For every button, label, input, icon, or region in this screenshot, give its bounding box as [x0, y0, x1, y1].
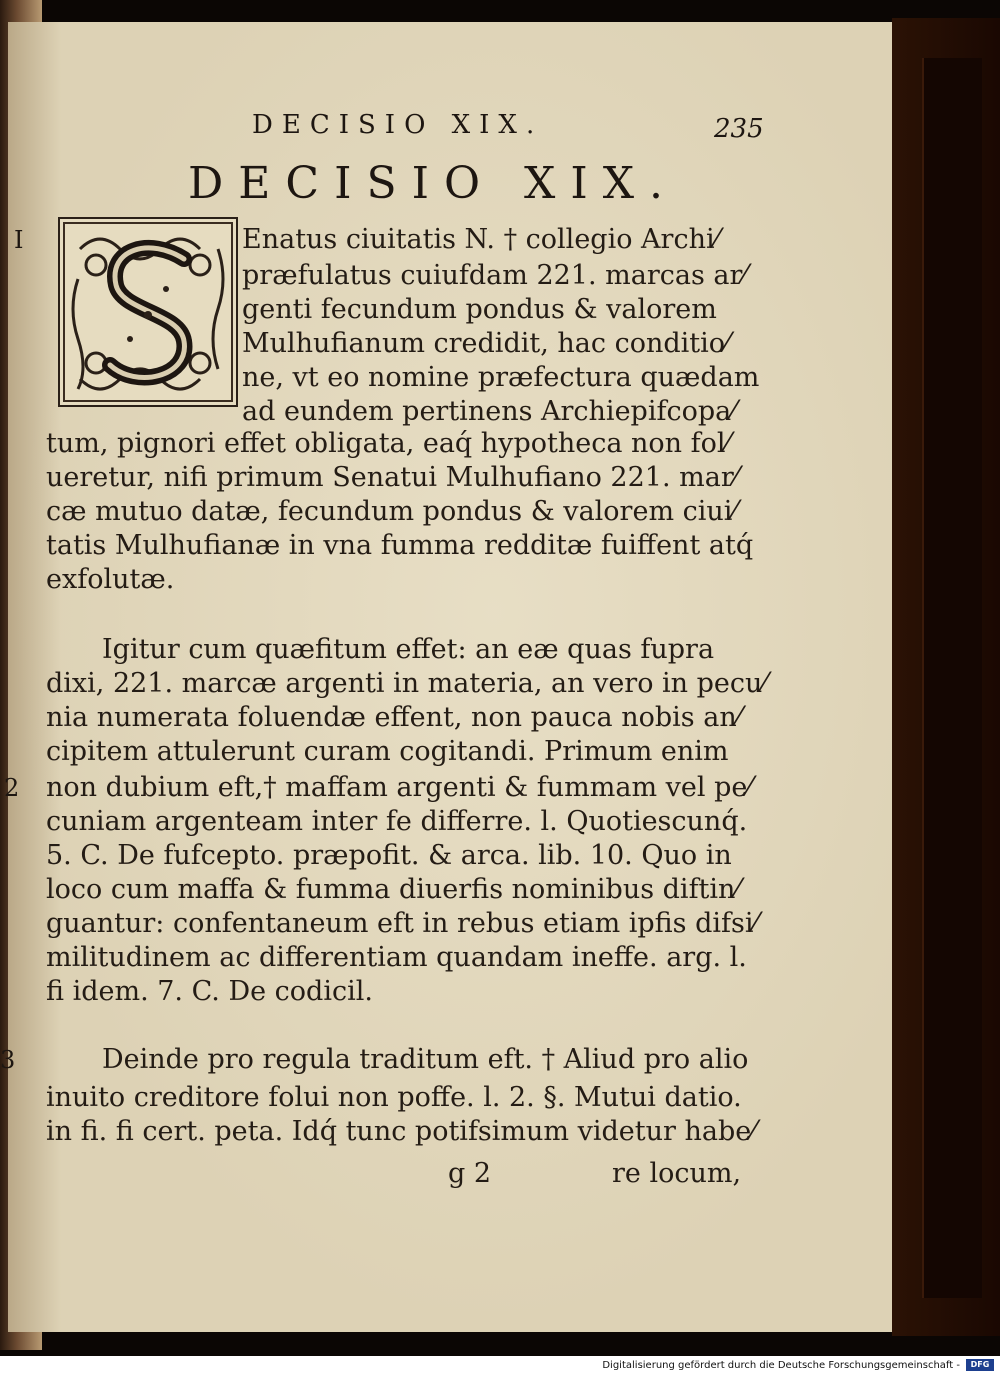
- decorated-initial-s: [58, 217, 238, 407]
- signature-mark: g 2: [448, 1158, 492, 1189]
- book-cover-right: [892, 18, 1000, 1336]
- ornament-letter-s-icon: [60, 219, 236, 405]
- text-line-p3-2: inuito creditore folui non poffe. l. 2. §. Mutui datio.: [46, 1082, 742, 1113]
- text-line-p1-7: tum, pignori effet obligata, eaq́ hypotheca non fol⁄: [46, 428, 731, 459]
- page-number: 235: [714, 114, 764, 144]
- chapter-title: DECISIO XIX.: [188, 158, 679, 209]
- text-line-p3-1: Deinde pro regula traditum eft. † Aliud pro alio: [102, 1044, 749, 1075]
- text-line-p2-10: militudinem ac differentiam quandam ineffe. arg. l.: [46, 942, 747, 973]
- text-line-p2-7: 5. C. De fufcepto. præpofit. & arca. lib. 10. Quo in: [46, 840, 732, 871]
- text-line-p2-5: non dubium eft,† maffam argenti & fummam vel pe⁄: [46, 772, 752, 803]
- funding-credit: Digitalisierung gefördert durch die Deutsche Forschungsgemeinschaft -: [602, 1360, 960, 1371]
- text-line-p2-4: cipitem attulerunt curam cogitandi. Primum enim: [46, 736, 729, 767]
- text-line-p1-8: ueretur, nifi primum Senatui Mulhufiano 221. mar⁄: [46, 462, 739, 493]
- text-line-p2-9: guantur: confentaneum eft in rebus etiam ipfis difsi⁄: [46, 908, 759, 939]
- cover-board: [922, 58, 982, 1298]
- margin-number-1: I: [14, 226, 24, 254]
- text-line-p2-1: Igitur cum quæfitum effet: an eæ quas fupra: [102, 634, 715, 665]
- text-line-p1-4: Mulhufianum credidit, hac conditio⁄: [242, 328, 730, 359]
- catchword: re locum,: [612, 1158, 742, 1189]
- text-line-p1-2: præfulatus cuiufdam 221. marcas ar⁄: [242, 260, 747, 291]
- margin-number-3: 3: [0, 1046, 16, 1074]
- text-line-p2-8: loco cum maffa & fumma diuerfis nominibus diftin⁄: [46, 874, 740, 905]
- text-line-p2-6: cuniam argenteam inter fe differre. l. Quotiescunq́.: [46, 806, 748, 837]
- text-line-p2-3: nia numerata foluendæ effent, non pauca nobis an⁄: [46, 702, 742, 733]
- text-line-p1-9: cæ mutuo datæ, fecundum pondus & valorem ciui⁄: [46, 496, 737, 527]
- dfg-logo: DFG: [966, 1359, 994, 1371]
- text-line-p1-3: genti fecundum pondus & valorem: [242, 294, 717, 325]
- margin-number-2: 2: [4, 774, 20, 802]
- text-line-p1-6: ad eundem pertinens Archiepifcopa⁄: [242, 396, 736, 427]
- text-line-p3-3: in fi. fi cert. peta. Idq́ tunc potifsimum videtur habe⁄: [46, 1116, 756, 1147]
- text-line-p2-2: dixi, 221. marcæ argenti in materia, an vero in pecu⁄: [46, 668, 767, 699]
- text-line-p1-10: tatis Mulhufianæ in vna fumma redditæ fuiffent atq́: [46, 530, 754, 561]
- text-line-p1-1: Enatus ciuitatis N. † collegio Archi⁄: [242, 224, 720, 255]
- text-line-p1-5: ne, vt eo nomine præfectura quædam: [242, 362, 760, 393]
- text-line-p2-11: fi idem. 7. C. De codicil.: [46, 976, 373, 1007]
- running-head: DECISIO XIX.: [252, 110, 544, 140]
- text-line-p1-11: exfolutæ.: [46, 564, 175, 595]
